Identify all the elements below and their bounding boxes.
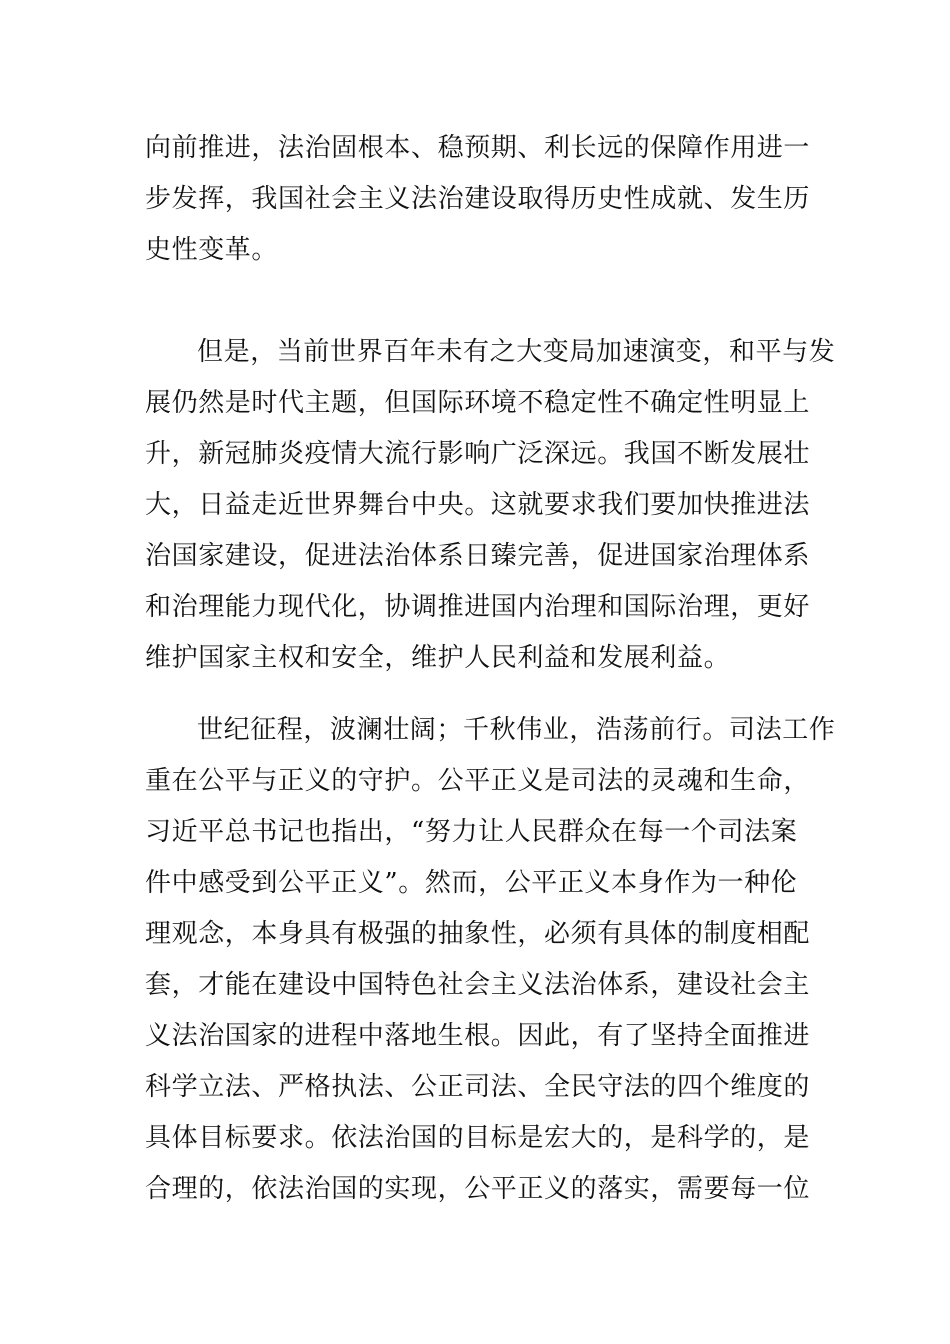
paragraph-line: 具体目标要求。依法治国的目标是宏大的，是科学的，是 xyxy=(145,1123,811,1153)
paragraph-line: 世纪征程，波澜壮阔；千秋伟业，浩荡前行。司法工作 xyxy=(197,715,836,745)
paragraph-line: 大，日益走近世界舞台中央。这就要求我们要加快推进法 xyxy=(145,490,811,520)
paragraph-line: 科学立法、严格执法、公正司法、全民守法的四个维度的 xyxy=(145,1072,811,1102)
paragraph-line: 史性变革。 xyxy=(145,235,279,265)
paragraph-1 xyxy=(145,123,811,276)
paragraph-line: 展仍然是时代主题，但国际环境不稳定性不确定性明显上 xyxy=(145,388,811,418)
paragraph-line: 义法治国家的进程中落地生根。因此，有了坚持全面推进 xyxy=(145,1021,811,1051)
paragraph-line: 重在公平与正义的守护。公平正义是司法的灵魂和生命， xyxy=(145,766,811,796)
paragraph-line: 治国家建设，促进法治体系日臻完善，促进国家治理体系 xyxy=(145,541,811,571)
paragraph-line: 和治理能力现代化，协调推进国内治理和国际治理，更好 xyxy=(145,592,811,622)
paragraph-line: 维护国家主权和安全，维护人民利益和发展利益。 xyxy=(145,643,731,673)
paragraph-line: 套，才能在建设中国特色社会主义法治体系，建设社会主 xyxy=(145,970,811,1000)
paragraph-2 xyxy=(145,327,836,684)
paragraph-line: 件中感受到公平正义”。然而，公平正义本身作为一种伦 xyxy=(145,868,798,898)
paragraph-line: 理观念，本身具有极强的抽象性，必须有具体的制度相配 xyxy=(145,919,811,949)
paragraph-line: 习近平总书记也指出，“努力让人民群众在每一个司法案 xyxy=(145,817,798,847)
paragraph-line: 但是，当前世界百年未有之大变局加速演变，和平与发 xyxy=(197,337,836,367)
paragraph-line: 升，新冠肺炎疫情大流行影响广泛深远。我国不断发展壮 xyxy=(145,439,811,469)
paragraph-line: 向前推进，法治固根本、稳预期、利长远的保障作用进一 xyxy=(145,133,811,163)
paragraph-line: 合理的，依法治国的实现，公平正义的落实，需要每一位 xyxy=(145,1174,811,1204)
paragraph-3 xyxy=(145,705,836,1215)
paragraph-line: 步发挥，我国社会主义法治建设取得历史性成就、发生历 xyxy=(145,184,811,214)
